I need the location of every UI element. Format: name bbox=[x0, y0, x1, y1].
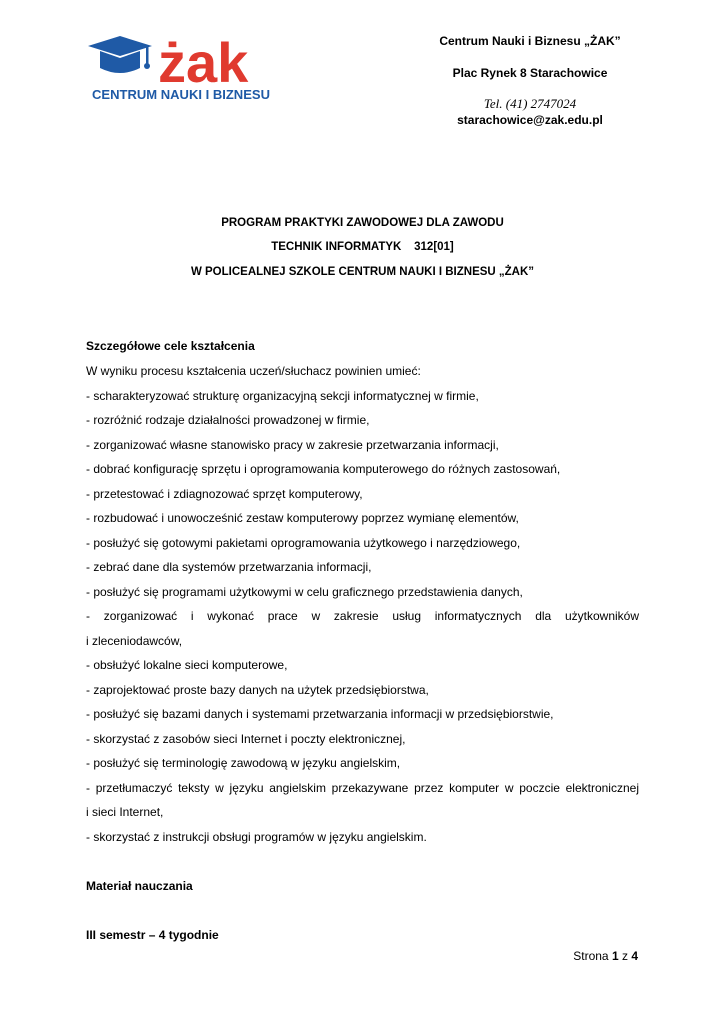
goal-item: - zorganizować i wykonać prace w zakresie usług informatycznych dla użytkowników bbox=[86, 609, 639, 623]
goal-item: - posłużyć się gotowymi pakietami oprogramowania użytkowego i narzędziowego, bbox=[86, 536, 521, 550]
goals-intro: W wyniku procesu kształcenia uczeń/słuchacz powinien umieć: bbox=[86, 364, 421, 378]
page-current: 1 bbox=[611, 949, 619, 963]
header-institution-name: Centrum Nauki i Biznesu „ŻAK” bbox=[439, 34, 621, 48]
semester-heading: III semestr – 4 tygodnie bbox=[86, 928, 219, 942]
goal-item: - posłużyć się terminologię zawodową w języku angielskim, bbox=[86, 756, 401, 770]
goal-item: - rozróżnić rodzaje działalności prowadzonej w firmie, bbox=[86, 413, 370, 427]
logo-tagline: CENTRUM NAUKI I BIZNESU bbox=[92, 88, 270, 102]
logo-brand: żak bbox=[158, 32, 249, 94]
goal-item: - obsłużyć lokalne sieci komputerowe, bbox=[86, 658, 288, 672]
page-label: Strona bbox=[573, 949, 609, 963]
page-number bbox=[480, 949, 638, 963]
header-address: Plac Rynek 8 Starachowice bbox=[452, 66, 608, 80]
goal-item: - scharakteryzować strukturę organizacyjną sekcji informatycznej w firmie, bbox=[86, 389, 479, 403]
goal-item: - zorganizować własne stanowisko pracy w zakresie przetwarzania informacji, bbox=[86, 438, 499, 452]
goal-item: - skorzystać z zasobów sieci Internet i poczty elektronicznej, bbox=[86, 732, 406, 746]
document-title-line-3: W POLICEALNEJ SZKOLE CENTRUM NAUKI I BIZNESU „ŻAK” bbox=[190, 266, 535, 278]
goal-item: - rozbudować i unowocześnić zestaw komputerowy poprzez wymianę elementów, bbox=[86, 511, 519, 525]
goal-item: - dobrać konfigurację sprzętu i oprogramowania komputerowego do różnych zastosowań, bbox=[86, 462, 561, 476]
page-of: z bbox=[621, 949, 628, 963]
header-phone: Tel. (41) 2747024 bbox=[483, 96, 577, 111]
document-title-line-2: TECHNIK INFORMATYK 312[01] bbox=[271, 241, 454, 253]
goal-item: - posłużyć się bazami danych i systemami przetwarzania informacji w przedsiębiorstwie, bbox=[86, 707, 554, 721]
goal-item: - zebrać dane dla systemów przetwarzania informacji, bbox=[86, 560, 372, 574]
goal-item: - posłużyć się programami użytkowymi w celu graficznego przedstawienia danych, bbox=[86, 585, 523, 599]
goal-item-continuation: i sieci Internet, bbox=[86, 805, 164, 819]
goal-item: - zaprojektować proste bazy danych na użytek przedsiębiorstwa, bbox=[86, 683, 429, 697]
document-title-line-1: PROGRAM PRAKTYKI ZAWODOWEJ DLA ZAWODU bbox=[221, 217, 504, 229]
zak-logo bbox=[86, 32, 276, 102]
goal-item-continuation: i zleceniodawców, bbox=[86, 634, 183, 648]
goal-item: - przetłumaczyć teksty w języku angielskim przekazywane przez komputer w poczcie elektronicznej bbox=[86, 781, 639, 795]
material-heading: Materiał nauczania bbox=[86, 879, 193, 893]
header-email: starachowice@zak.edu.pl bbox=[457, 113, 603, 127]
page-total: 4 bbox=[631, 949, 638, 963]
goals-heading: Szczegółowe cele kształcenia bbox=[86, 339, 255, 353]
goal-item: - przetestować i zdiagnozować sprzęt komputerowy, bbox=[86, 487, 363, 501]
goal-item: - skorzystać z instrukcji obsługi programów w języku angielskim. bbox=[86, 830, 427, 844]
graduation-cap-icon bbox=[88, 36, 152, 73]
